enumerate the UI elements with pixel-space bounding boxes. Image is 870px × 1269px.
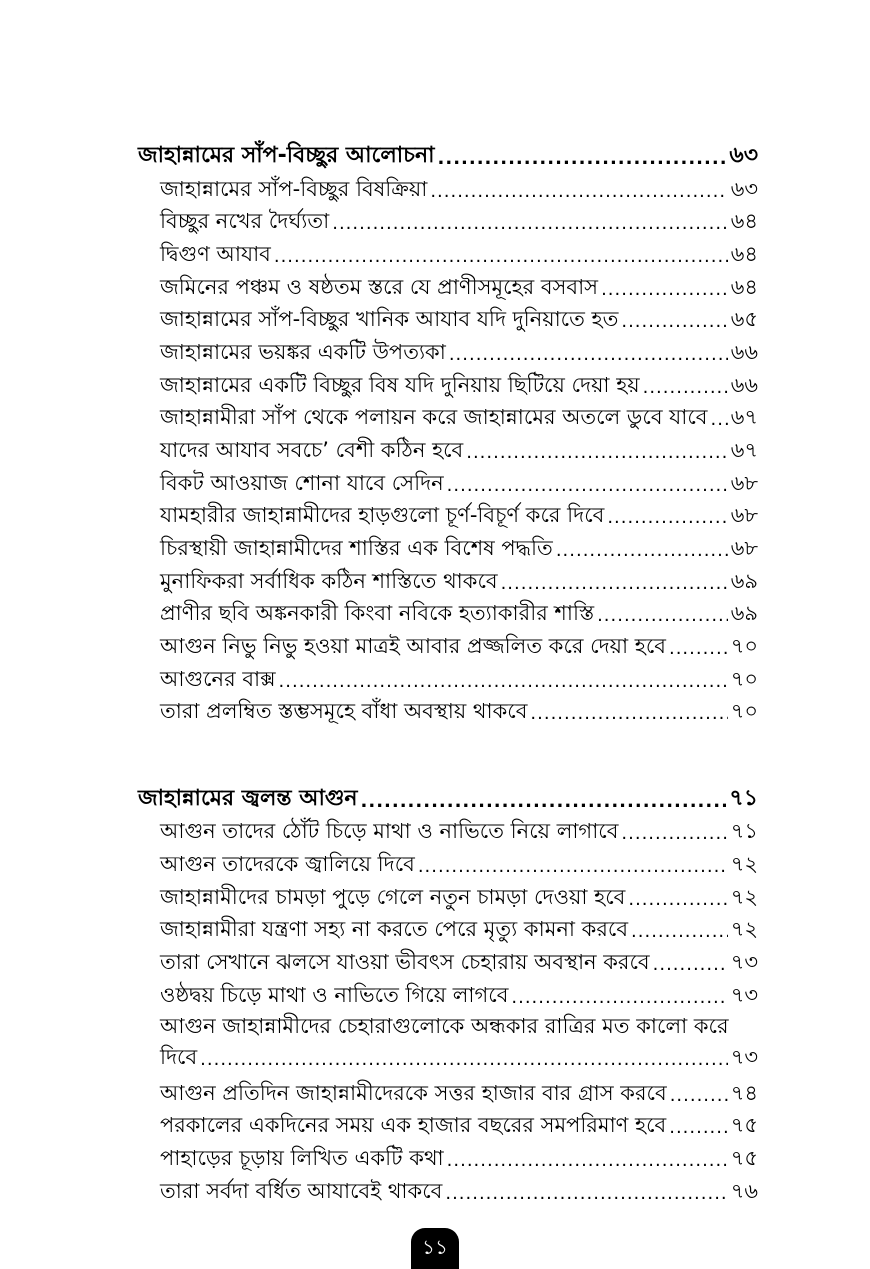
entry-title: তারা প্রলম্বিত স্তম্ভসমূহে বাঁধা অবস্থায় থাকবে (160, 699, 528, 723)
entry-page: ৭৩ (730, 950, 758, 974)
entry-page: ৭২ (730, 917, 758, 941)
entry-page: ৭৪ (730, 1081, 758, 1105)
toc-entry (160, 565, 758, 597)
dot-leader (653, 952, 728, 978)
entry-title: বিচ্ছুর নখের দৈর্ঘ্যতা (160, 209, 330, 233)
dot-leader (643, 375, 728, 401)
dot-leader (274, 244, 728, 270)
section-heading-page: ৬৩ (729, 143, 758, 168)
toc-entry (160, 1077, 758, 1109)
toc-entry (160, 848, 758, 880)
dot-leader (601, 277, 728, 303)
toc-entry (160, 401, 758, 433)
toc-entry (160, 336, 758, 368)
dot-leader (501, 571, 728, 597)
dot-leader (628, 887, 727, 913)
entry-page: ৭৩ (730, 983, 758, 1007)
entry-page: ৬৯ (730, 601, 758, 625)
dot-leader (279, 669, 728, 695)
entry-title: জাহান্নামীরা যন্ত্রণা সহ্য না করতে পেরে মৃত্যু কামনা করবে (160, 917, 629, 941)
toc-entry (160, 173, 758, 205)
dot-leader (449, 342, 728, 368)
dot-leader (670, 1083, 728, 1109)
toc-entry (160, 1142, 758, 1174)
toc-entry-multiline (160, 1011, 758, 1073)
dot-leader (597, 603, 728, 629)
entry-title: আগুন প্রতিদিন জাহান্নামীদেরকে সত্তর হাজার বার গ্রাস করবে (160, 1081, 667, 1105)
dot-leader (711, 407, 728, 433)
entry-page: ৭০ (730, 699, 758, 723)
entry-title: তারা সেখানে ঝলসে যাওয়া ভীবৎস চেহারায় অবস্থান করবে (160, 950, 650, 974)
dot-leader (511, 985, 727, 1011)
dot-leader (438, 146, 727, 172)
toc-entry (160, 979, 758, 1011)
section-heading (138, 783, 758, 815)
entry-title: আগুন তাদের ঠোঁট চিড়ে মাথা ও নাভিতে নিয়ে লাগাবে (160, 819, 619, 843)
entry-page: ৬৪ (730, 275, 758, 299)
dot-leader (669, 636, 728, 662)
entry-title: মুনাফিকরা সর্বাধিক কঠিন শাস্তিতে থাকবে (160, 569, 498, 593)
entry-page: ৬৮ (730, 471, 758, 495)
section-heading (138, 140, 758, 172)
entry-page: ৭০ (730, 634, 758, 658)
entry-page: ৬৪ (730, 209, 758, 233)
entry-title: জাহান্নামীরা সাঁপ থেকে পলায়ন করে জাহান্নামের অতলে ডুবে যাবে (160, 405, 708, 429)
entry-page: ৬৫ (730, 307, 758, 331)
entry-title: জাহান্নামের সাঁপ-বিচ্ছুর খানিক আযাব যদি দুনিয়াতে হত (160, 307, 619, 331)
entry-title: তারা সর্বদা বর্ধিত আযাবেই থাকবে (160, 1179, 443, 1203)
toc-entry (160, 434, 758, 466)
entry-title: আগুন জাহান্নামীদের চেহারাগুলোকে অন্ধকার রাত্রির মত কালো করে (160, 1014, 729, 1038)
toc-entry (160, 913, 758, 945)
toc-entry (160, 881, 758, 913)
dot-leader (447, 473, 728, 499)
entry-page: ৬৯ (730, 569, 758, 593)
entry-title: জাহান্নামের একটি বিচ্ছুর বিষ যদি দুনিয়ায় ছিটিয়ে দেয়া হয় (160, 373, 640, 397)
entry-title: যাদের আযাব সবচে’ বেশী কঠিন হবে (160, 438, 464, 462)
dot-leader (445, 1181, 727, 1207)
dot-leader (621, 309, 727, 335)
entry-title: দ্বিগুণ আযাব (160, 242, 271, 266)
toc-entry (160, 695, 758, 727)
entry-title: চিরস্থায়ী জাহান্নামীদের শাস্তির এক বিশেষ পদ্ধতি (160, 536, 553, 560)
entry-title: বিকট আওয়াজ শোনা যাবে সেদিন (160, 471, 444, 495)
entry-page: ৭১ (730, 819, 758, 843)
dot-leader (621, 821, 727, 847)
entry-title: জাহান্নামের সাঁপ-বিচ্ছুর বিষক্রিয়া (160, 177, 428, 201)
entry-page: ৭৫ (730, 1146, 758, 1170)
toc-entry (160, 467, 758, 499)
entry-title: আগুনের বাক্স (160, 667, 276, 691)
entry-continuation-line (160, 1041, 758, 1073)
section-heading-title: জাহান্নামের জ্বলন্ত আগুন (138, 786, 358, 811)
entry-page: ৭৫ (730, 1113, 758, 1137)
entry-page: ৬৭ (730, 438, 758, 462)
entry-title-continuation: দিবে (160, 1045, 198, 1069)
entry-title: ওষ্ঠদ্বয় চিড়ে মাথা ও নাভিতে গিয়ে লাগবে (160, 983, 509, 1007)
entry-title: যামহারীর জাহান্নামীদের হাড়গুলো চূর্ণ-বিচূর্ণ করে দিবে (160, 503, 605, 527)
dot-leader (530, 701, 727, 727)
toc-entry (160, 1175, 758, 1207)
toc-entry (160, 499, 758, 531)
page-number-tab (411, 1228, 459, 1269)
toc-entry (160, 205, 758, 237)
toc-entry (160, 271, 758, 303)
entry-title: পরকালের একদিনের সময় এক হাজার বছরের সমপরিমাণ হবে (160, 1113, 667, 1137)
entry-title: পাহাড়ের চূড়ায় লিখিত একটি কথা (160, 1146, 444, 1170)
dot-leader (430, 179, 727, 205)
dot-leader (332, 211, 727, 237)
toc-entry (160, 630, 758, 662)
toc-entry (160, 663, 758, 695)
entry-title: জাহান্নামের ভয়ঙ্কর একটি উপত্যকা (160, 340, 446, 364)
entry-page: ৬৪ (730, 242, 758, 266)
toc-entry (160, 815, 758, 847)
entry-page: ৭২ (730, 885, 758, 909)
dot-leader (556, 538, 728, 564)
page-number: ১১ (422, 1235, 448, 1259)
section-heading-page: ৭১ (729, 786, 758, 811)
entry-page: ৬৮ (730, 536, 758, 560)
toc-entry (160, 597, 758, 629)
dot-leader (607, 505, 727, 531)
toc-entry (160, 532, 758, 564)
toc-entry (160, 369, 758, 401)
entry-page: ৭৬ (730, 1179, 758, 1203)
toc-entry (160, 946, 758, 978)
dot-leader (418, 854, 728, 880)
toc-entry (160, 238, 758, 270)
entry-page: ৭০ (730, 667, 758, 691)
entry-title: জাহান্নামীদের চামড়া পুড়ে গেলে নতুন চামড়া দেওয়া হবে (160, 885, 626, 909)
entry-title: জমিনের পঞ্চম ও ষষ্ঠতম স্তরে যে প্রাণীসমূহের বসবাস (160, 275, 599, 299)
dot-leader (361, 789, 727, 815)
dot-leader (447, 1148, 728, 1174)
entry-page: ৬৬ (730, 373, 758, 397)
toc-entry (160, 1109, 758, 1141)
section-heading-title: জাহান্নামের সাঁপ-বিচ্ছুর আলোচনা (138, 143, 435, 168)
entry-page: ৬৭ (730, 405, 758, 429)
entry-title: আগুন নিভু নিভু হওয়া মাত্রই আবার প্রজ্জলিত করে দেয়া হবে (160, 634, 666, 658)
entry-title: আগুন তাদেরকে জ্বালিয়ে দিবে (160, 852, 415, 876)
toc-entry (160, 303, 758, 335)
dot-leader (669, 1115, 728, 1141)
entry-page: ৭৩ (730, 1045, 758, 1069)
entry-page: ৬৬ (730, 340, 758, 364)
dot-leader (466, 440, 727, 466)
dot-leader (631, 919, 728, 945)
dot-leader (200, 1047, 728, 1073)
entry-page: ৭২ (730, 852, 758, 876)
entry-page: ৬৩ (730, 177, 758, 201)
entry-page: ৬৮ (730, 503, 758, 527)
entry-title: প্রাণীর ছবি অঙ্কনকারী কিংবা নবিকে হত্যাকারীর শাস্তি (160, 601, 595, 625)
